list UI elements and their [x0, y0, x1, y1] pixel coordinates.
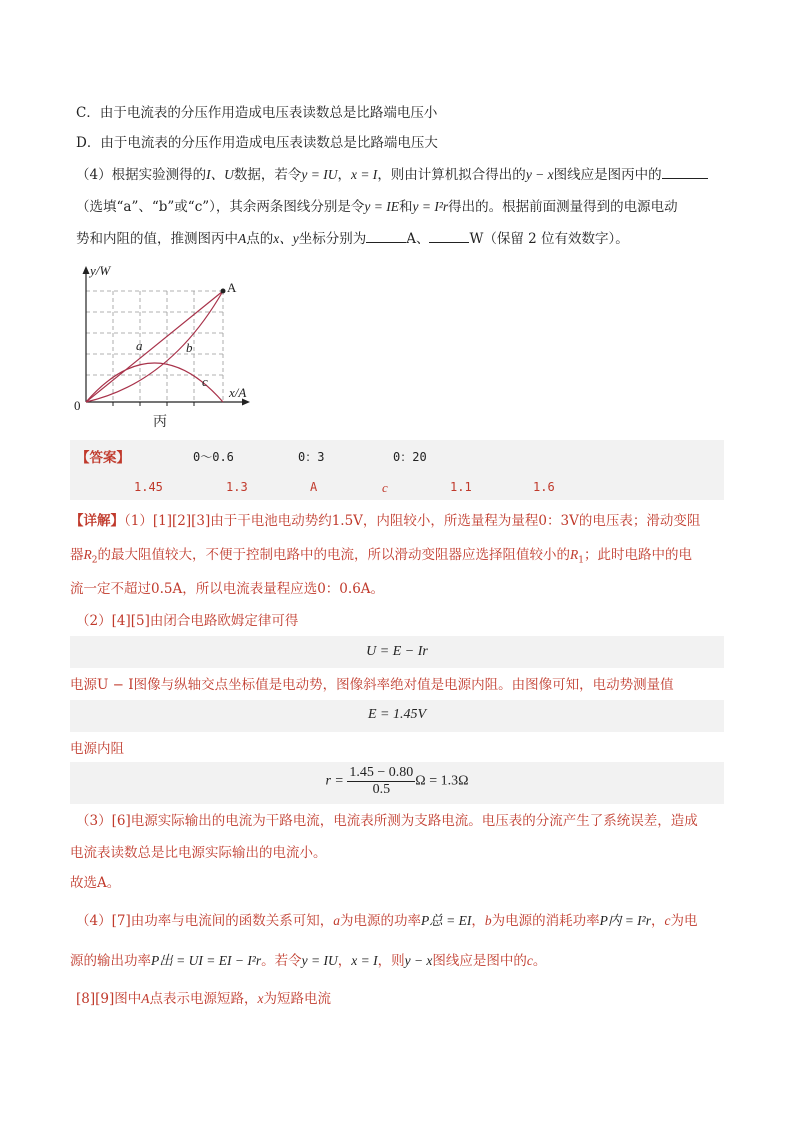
- detail-p7b: 源的输出功率P出 = UI = EI − I²r。若令y = IU，x = I，则y − x图线应是图中的c。: [70, 953, 547, 969]
- answer-label: 【答案】: [76, 450, 130, 466]
- detail-p4: 电源内阻: [70, 741, 124, 757]
- figure-bing: [70, 258, 270, 438]
- answer-blank-3[interactable]: [429, 230, 469, 243]
- detail-p5b: 电流表读数总是比电源实际输出的电流小。: [70, 845, 327, 861]
- answer-r2-2: A: [310, 480, 318, 494]
- detail-p8: [8][9]图中A点表示电源短路，x为短路电流: [76, 991, 331, 1007]
- answer-r2-3: c: [382, 480, 388, 495]
- answer-blank-1[interactable]: [662, 166, 708, 179]
- detail-p1b: 器$R_2$的最大阻值较大，不便于控制电路中的电流，所以滑动变阻器应选择阻值较小的$R_1$；此时电路中的电: [70, 547, 692, 566]
- point-a-label: A: [227, 280, 237, 295]
- q4-line2: （选填“a”、“b”或“c”），其余两条图线分别是令y = IE和y = I²r得出的。根据前面测量得到的电源电动: [76, 199, 678, 215]
- detail-p1c: 流一定不超过0.5A，所以电流表量程应选0：0.6A。: [70, 581, 385, 597]
- point-a: [221, 289, 226, 294]
- detail-p7a: （4）[7]由功率与电流间的函数关系可知，a为电源的功率P总 = EI，b为电源的消耗功率P内 = I²r，c为电: [76, 913, 698, 929]
- answer-r2-4: 1.1: [450, 480, 472, 494]
- detail-p3: 电源U − I图像与纵轴交点坐标值是电动势，图像斜率绝对值是电源内阻。由图像可知，电动势测量值: [70, 677, 674, 693]
- answer-r1-0: 0～0.6: [193, 450, 234, 464]
- q4-line1: （4）根据实验测得的I、U数据，若令y = IU，x = I，则由计算机拟合得出的y − x图线应是图丙中的: [76, 166, 708, 184]
- equation-1: U = E − Ir: [366, 644, 428, 659]
- detail-p5a: （3）[6]电源实际输出的电流为干路电流，电流表所测为支路电流。电压表的分流产生了系统误差，造成: [76, 813, 698, 829]
- curve-c-label: c: [202, 374, 208, 389]
- answer-r2-1: 1.3: [226, 480, 248, 494]
- answer-r1-1: 0：3: [298, 450, 325, 464]
- answer-blank-2[interactable]: [366, 230, 406, 243]
- y-axis-arrow: [83, 266, 90, 274]
- curve-b-label: b: [186, 340, 193, 355]
- curve-a-label: a: [136, 338, 143, 353]
- detail-p1a: 【详解】（1）[1][2][3]由于干电池电动势约1.5V，内阻较小，所选量程为量程0：3V的电压表；滑动变阻: [70, 513, 701, 529]
- equation-3: r = $\frac{1.45 - 0.80}{0.5}$ Ω = 1.3Ω: [325, 765, 469, 797]
- option-d: D．由于电流表的分压作用造成电压表读数总是比路端电压大: [76, 135, 438, 151]
- answer-r2-5: 1.6: [533, 480, 555, 494]
- option-c: C．由于电流表的分压作用造成电压表读数总是比路端电压小: [76, 105, 438, 121]
- answer-r1-2: 0：20: [393, 450, 427, 464]
- x-axis-label: x/A: [229, 385, 247, 400]
- origin-label: 0: [74, 398, 81, 413]
- q4-line3: 势和内阻的值，推测图丙中A点的x、y坐标分别为 A、 W（保留 2 位有效数字）。: [76, 231, 629, 247]
- figure-caption: 丙: [153, 414, 167, 430]
- detail-p2: （2）[4][5]由闭合电路欧姆定律可得: [76, 613, 299, 629]
- equation-2: E = 1.45V: [367, 707, 427, 722]
- y-axis-label: y/W: [90, 263, 111, 278]
- detail-p6: 故选A。: [70, 875, 121, 891]
- answer-r2-0: 1.45: [134, 480, 163, 494]
